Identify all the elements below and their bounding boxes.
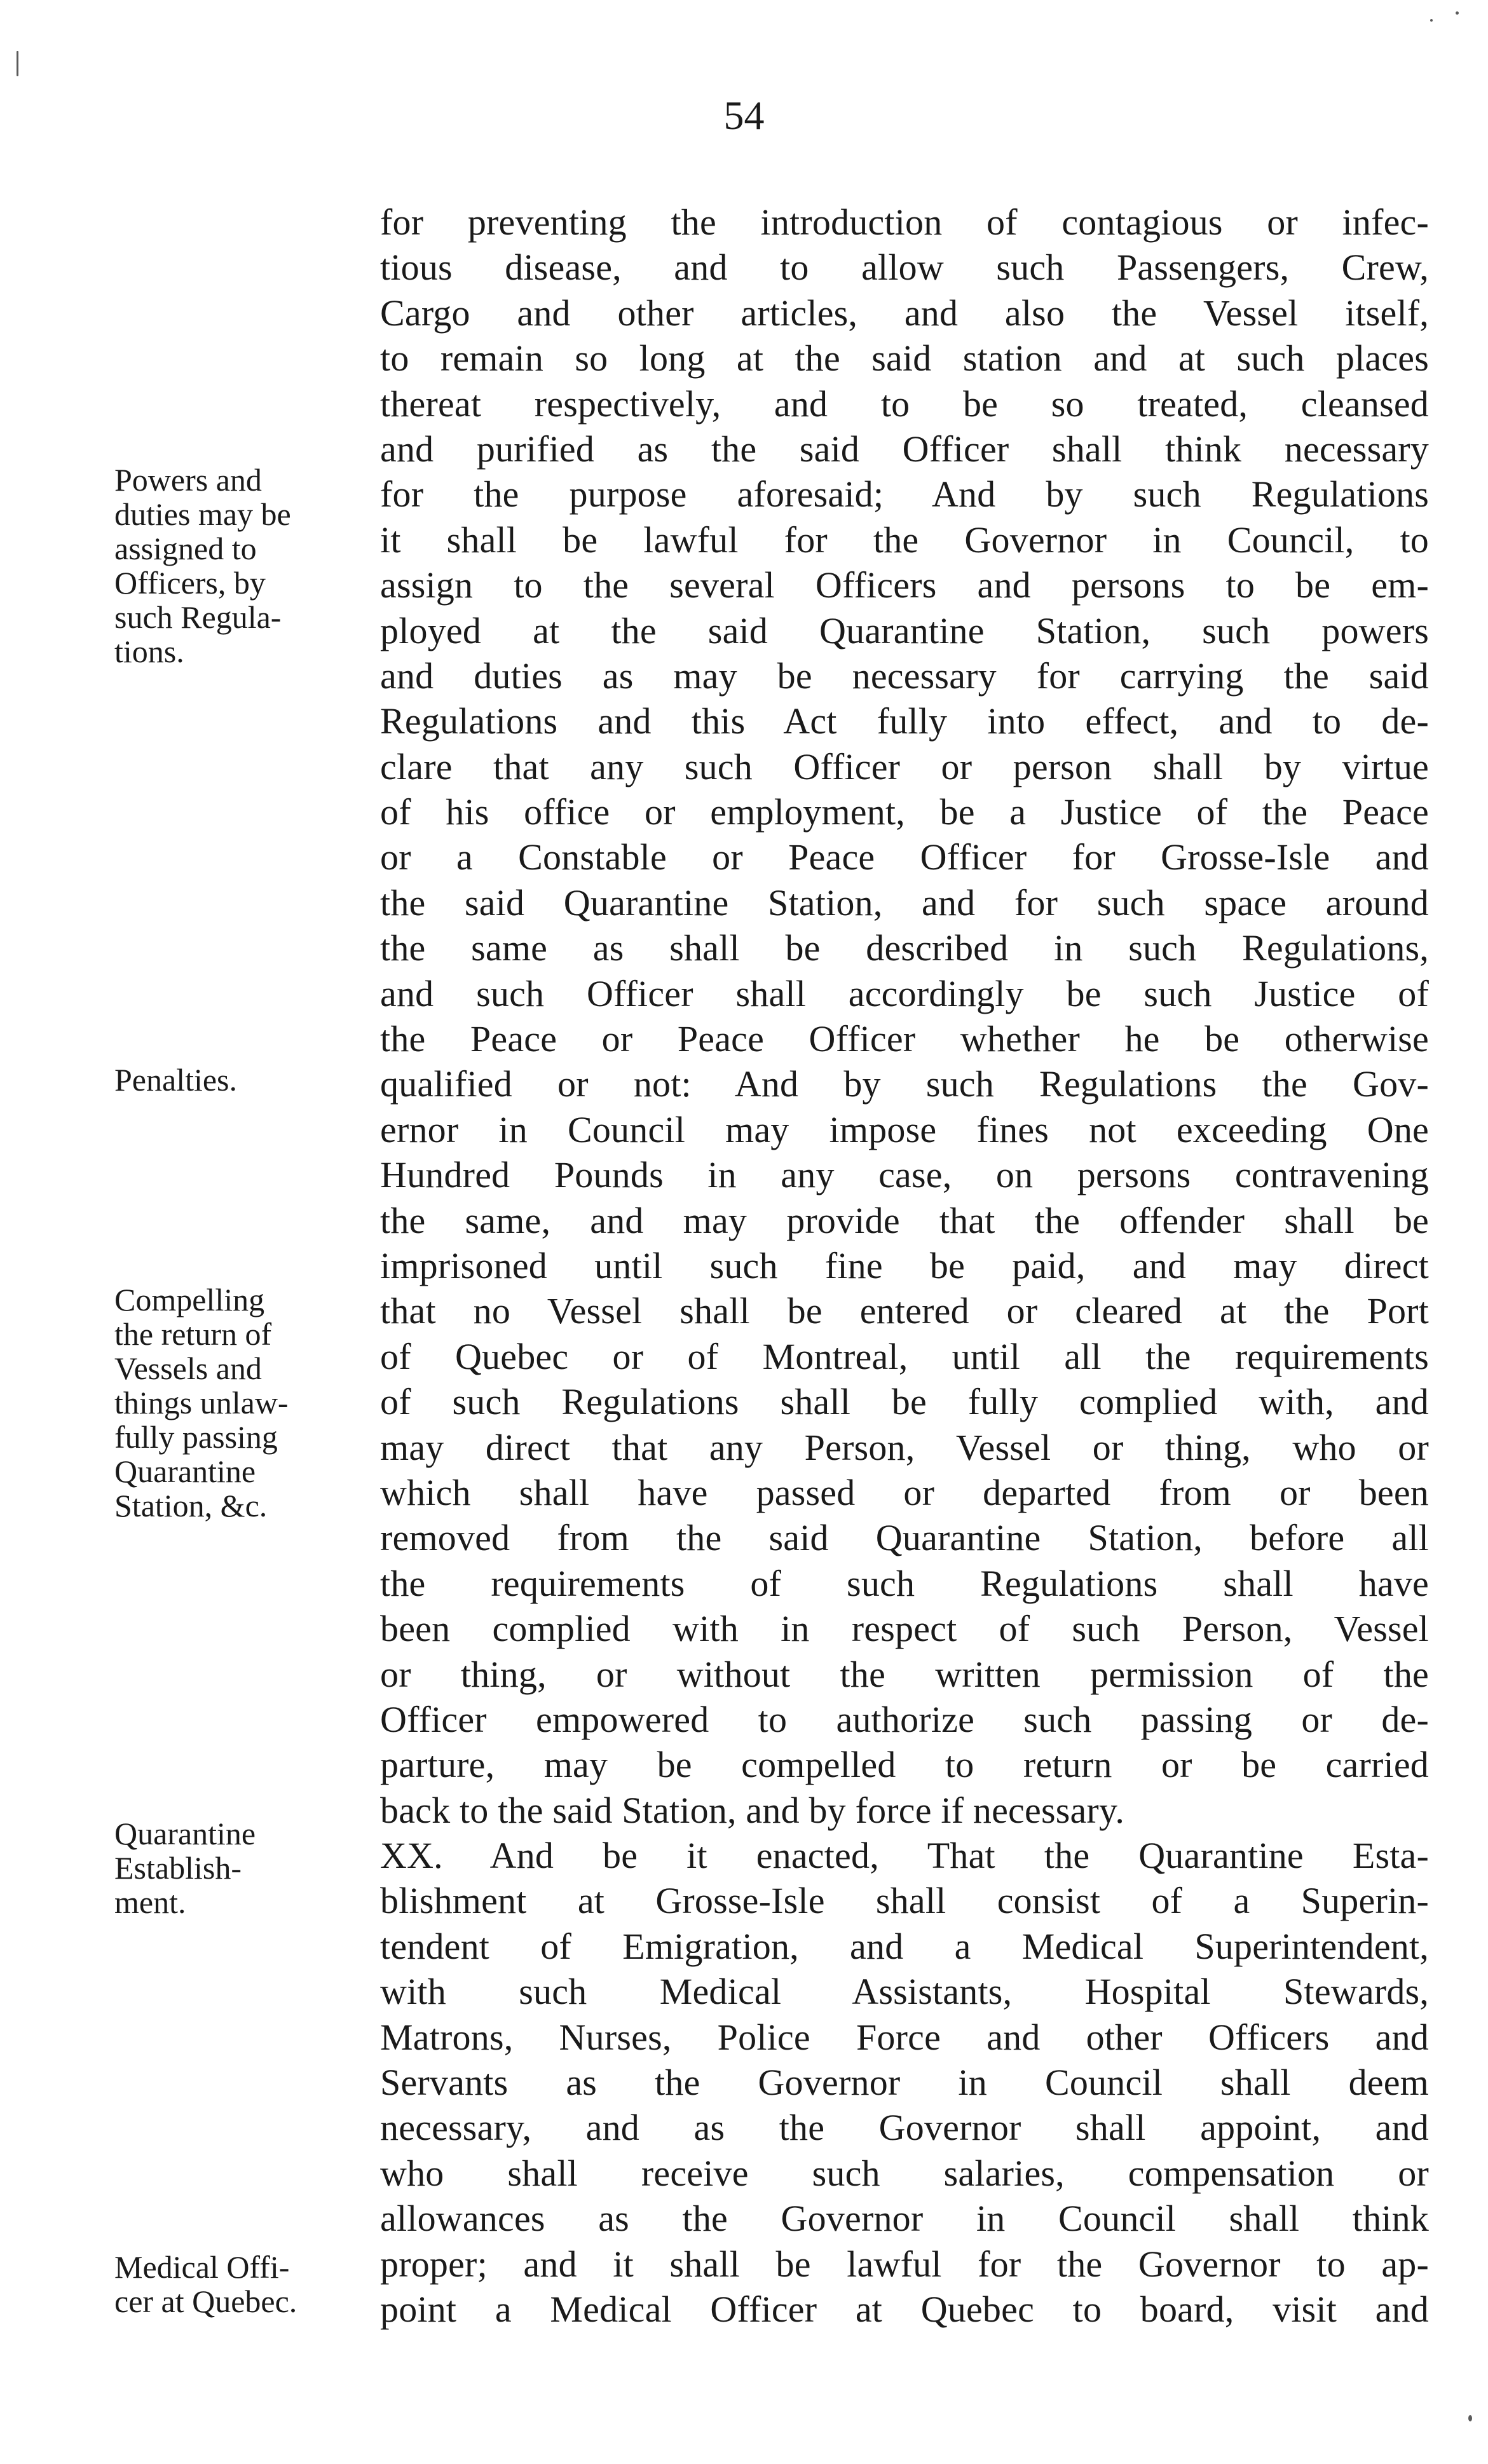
body-line: XX. And be it enacted, That the Quarantine Esta- bbox=[380, 1835, 1429, 1877]
margin-note-line: Vessels and bbox=[114, 1351, 262, 1386]
body-line: of such Regulations shall be fully complied with, and bbox=[380, 1381, 1429, 1423]
body-line: of his office or employment, be a Justice of the Peace bbox=[380, 791, 1429, 833]
body-line: assign to the several Officers and persons to be em- bbox=[380, 564, 1429, 606]
body-line: Hundred Pounds in any case, on persons contravening bbox=[380, 1154, 1429, 1196]
body-line: the Peace or Peace Officer whether he be otherwise bbox=[380, 1018, 1429, 1060]
body-line: Matrons, Nurses, Police Force and other Officers and bbox=[380, 2016, 1429, 2058]
margin-note-line: assigned to bbox=[114, 531, 257, 566]
body-line: the requirements of such Regulations shall have bbox=[380, 1562, 1429, 1604]
body-line: blishment at Grosse-Isle shall consist of a Superin- bbox=[380, 1880, 1429, 1922]
body-line: been complied with in respect of such Person, Vessel bbox=[380, 1608, 1429, 1650]
body-line: removed from the said Quarantine Station, before all bbox=[380, 1517, 1429, 1559]
body-line: proper; and it shall be lawful for the Governor to ap- bbox=[380, 2243, 1429, 2285]
margin-note-line: ment. bbox=[114, 1884, 186, 1920]
body-line: ployed at the said Quarantine Station, such powers bbox=[380, 609, 1429, 651]
body-line: ernor in Council may impose fines not exceeding One bbox=[380, 1108, 1429, 1150]
body-line: Servants as the Governor in Council shall deem bbox=[380, 2062, 1429, 2104]
body-line: Officer empowered to authorize such passing or de- bbox=[380, 1698, 1429, 1740]
body-text bbox=[380, 200, 1429, 2332]
scan-speck bbox=[1456, 11, 1459, 15]
margin-note-line: Station, &c. bbox=[114, 1488, 268, 1523]
margin-note-line: Powers and bbox=[114, 462, 262, 498]
body-line: the same as shall be described in such Regulations, bbox=[380, 927, 1429, 969]
body-line: thereat respectively, and to be so treated, cleansed bbox=[380, 383, 1429, 425]
body-line: necessary, and as the Governor shall appoint, and bbox=[380, 2107, 1429, 2149]
body-line: clare that any such Officer or person shall by virtue bbox=[380, 745, 1429, 787]
body-line: the said Quarantine Station, and for such space around bbox=[380, 881, 1429, 923]
body-line: may direct that any Person, Vessel or thing, who or bbox=[380, 1426, 1429, 1468]
body-line: Cargo and other articles, and also the Vessel itself, bbox=[380, 292, 1429, 334]
body-line: Regulations and this Act fully into effect, and to de- bbox=[380, 700, 1429, 742]
margin-note-line: such Regula- bbox=[114, 599, 282, 635]
body-line: who shall receive such salaries, compensation or bbox=[380, 2152, 1429, 2194]
margin-note-medical bbox=[114, 2250, 375, 2318]
margin-note-penalties bbox=[114, 1063, 375, 1097]
margin-note-line: Medical Offi- bbox=[114, 2249, 290, 2285]
body-line: for the purpose aforesaid; And by such Regulations bbox=[380, 473, 1429, 515]
margin-note-line: Establish- bbox=[114, 1850, 242, 1886]
body-line: to remain so long at the said station and at such places bbox=[380, 337, 1429, 379]
margin-note-line: Compelling bbox=[114, 1282, 265, 1317]
body-line: tendent of Emigration, and a Medical Superintendent, bbox=[380, 1925, 1429, 1967]
margin-note-line: cer at Quebec. bbox=[114, 2284, 297, 2319]
margin-note-line: Quarantine bbox=[114, 1453, 256, 1489]
margin-note-line: the return of bbox=[114, 1316, 272, 1352]
margin-note-establishment bbox=[114, 1816, 375, 1919]
scan-speck bbox=[17, 51, 18, 76]
body-line: it shall be lawful for the Governor in Council, to bbox=[380, 519, 1429, 561]
body-line: tious disease, and to allow such Passengers, Crew, bbox=[380, 247, 1429, 289]
body-line: back to the said Station, and by force if necessary. bbox=[380, 1789, 1125, 1831]
body-line: which shall have passed or departed from or been bbox=[380, 1471, 1429, 1513]
body-line: or thing, or without the written permission of the bbox=[380, 1653, 1429, 1695]
scan-speck bbox=[1468, 2415, 1472, 2421]
margin-note-compelling bbox=[114, 1283, 375, 1523]
body-line: and purified as the said Officer shall think necessary bbox=[380, 428, 1429, 470]
margin-note-line: tions. bbox=[114, 634, 184, 669]
margin-note-line: Quarantine bbox=[114, 1816, 256, 1851]
body-line: parture, may be compelled to return or be carried bbox=[380, 1744, 1429, 1786]
body-line: imprisoned until such fine be paid, and may direct bbox=[380, 1244, 1429, 1286]
body-line: and duties as may be necessary for carrying the said bbox=[380, 655, 1429, 697]
body-line: qualified or not: And by such Regulations the Gov- bbox=[380, 1063, 1429, 1105]
body-line: or a Constable or Peace Officer for Grosse-Isle and bbox=[380, 836, 1429, 878]
margin-note-line: Penalties. bbox=[114, 1062, 238, 1098]
margin-note-line: fully passing bbox=[114, 1419, 278, 1455]
margin-note-powers bbox=[114, 463, 375, 669]
page-number: 54 bbox=[723, 93, 765, 138]
scan-speck bbox=[1430, 19, 1433, 22]
body-line: of Quebec or of Montreal, until all the requirements bbox=[380, 1335, 1429, 1377]
margin-note-line: Officers, by bbox=[114, 565, 266, 601]
margin-note-line: duties may be bbox=[114, 496, 291, 532]
body-line: with such Medical Assistants, Hospital Stewards, bbox=[380, 1971, 1429, 2013]
body-line: point a Medical Officer at Quebec to board, visit and bbox=[380, 2288, 1429, 2330]
body-line: and such Officer shall accordingly be such Justice of bbox=[380, 972, 1429, 1014]
body-line: that no Vessel shall be entered or cleared at the Port bbox=[380, 1290, 1429, 1332]
body-line: the same, and may provide that the offender shall be bbox=[380, 1199, 1429, 1241]
margin-note-line: things unlaw- bbox=[114, 1385, 289, 1420]
body-line: allowances as the Governor in Council shall think bbox=[380, 2198, 1429, 2240]
body-line: for preventing the introduction of contagious or infec- bbox=[380, 201, 1429, 243]
